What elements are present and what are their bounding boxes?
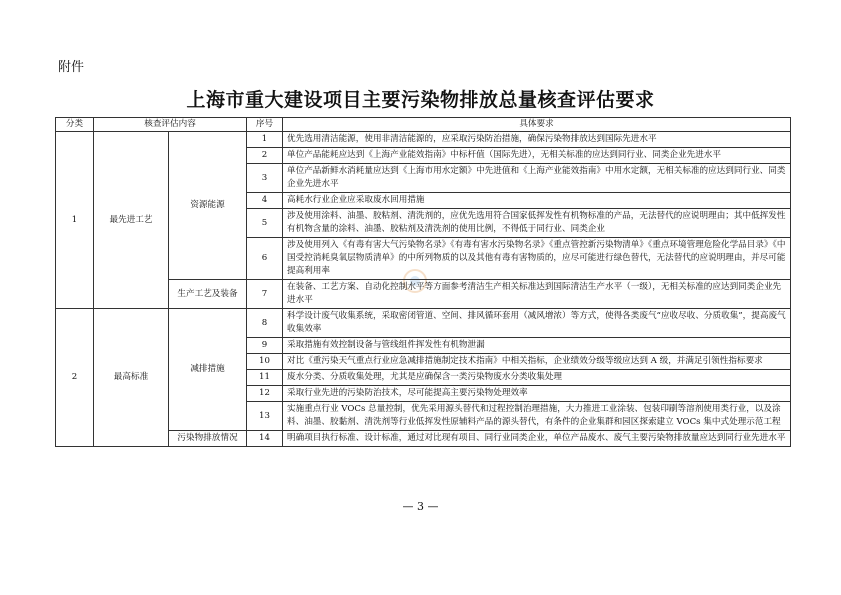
row-number: 9 [247, 338, 283, 354]
row-number: 6 [247, 238, 283, 280]
table-row [56, 132, 791, 148]
row-requirement: 涉及使用列入《有毒有害大气污染物名录》《有毒有害水污染物名录》《重点管控新污染物清单》《重点环境管理危险化学品目录》《中国受控消耗臭氧层物质清单》的中所列物质的以及其他有毒有害物质的，应尽可能进行绿色替代，无法替代的应说明理由，并尽可能提高利用率 [283, 238, 791, 280]
row-requirement: 高耗水行业企业应采取废水回用措施 [283, 193, 791, 209]
table-row [56, 309, 791, 338]
row-requirement: 采取措施有效控制设备与管线组件挥发性有机物泄漏 [283, 338, 791, 354]
table-header-row [56, 118, 791, 132]
row-number: 2 [247, 148, 283, 164]
subgroup-name: 资源能源 [169, 132, 247, 280]
row-requirement: 废水分类、分质收集处理，尤其是应确保含一类污染物废水分类收集处理 [283, 370, 791, 386]
document-title: 上海市重大建设项目主要污染物排放总量核查评估要求 [186, 89, 655, 111]
row-requirement: 实施重点行业 VOCs 总量控制，优先采用源头替代和过程控制治理措施，大力推进工业涂装、包装印刷等溶剂使用类行业，以及涂料、油墨、胶黏剂、清洗剂等行业低挥发性原辅料产品的源头替代，有条件的企业集群和园区探索建立 VOCs 集中式处理示范工程 [283, 402, 791, 431]
evaluation-requirements-table [55, 117, 791, 447]
group-index: 1 [56, 132, 94, 309]
row-number: 8 [247, 309, 283, 338]
row-number: 10 [247, 354, 283, 370]
header-category: 分类 [56, 118, 94, 132]
group-category: 最高标准 [94, 309, 169, 447]
row-requirement: 在装备、工艺方案、自动化控制水平等方面参考清洁生产相关标准达到国际清洁生产水平（一级），无相关标准的应达到同类企业先进水平 [283, 280, 791, 309]
subgroup-name: 减排措施 [169, 309, 247, 431]
row-requirement: 单位产品新鲜水消耗量应达到《上海市用水定额》中先进值和《上海产业能效指南》中用水定额，无相关标准的应达到同行业、同类企业先进水平 [283, 164, 791, 193]
header-content: 核查评估内容 [94, 118, 247, 132]
row-requirement: 明确项目执行标准、设计标准，通过对比现有项目、同行业同类企业，单位产品废水、废气主要污染物排放量应达到同行业先进水平 [283, 431, 791, 447]
page-number: — 3 — [402, 500, 439, 513]
row-requirement: 科学设计废气收集系统，采取密闭管道、空间、排风循环套用（减风增浓）等方式，使得各类废气“应收尽收、分质收集”，提高废气收集效率 [283, 309, 791, 338]
row-requirement: 优先选用清洁能源，使用非清洁能源的，应采取污染防治措施，确保污染物排放达到国际先进水平 [283, 132, 791, 148]
row-number: 14 [247, 431, 283, 447]
group-index: 2 [56, 309, 94, 447]
row-number: 4 [247, 193, 283, 209]
group-category: 最先进工艺 [94, 132, 169, 309]
row-number: 7 [247, 280, 283, 309]
row-number: 5 [247, 209, 283, 238]
subgroup-name: 污染物排放情况 [169, 431, 247, 447]
row-number: 3 [247, 164, 283, 193]
row-requirement: 采取行业先进的污染防治技术，尽可能提高主要污染物处理效率 [283, 386, 791, 402]
header-number: 序号 [247, 118, 283, 132]
row-requirement: 涉及使用涂料、油墨、胶粘剂、清洗剂的，应优先选用符合国家低挥发性有机物标准的产品，无法替代的应说明理由；其中低挥发性有机物含量的涂料、油墨、胶粘剂及清洗剂的使用比例，不得低于同行业、同类企业 [283, 209, 791, 238]
attachment-label: 附件 [58, 60, 85, 75]
row-number: 12 [247, 386, 283, 402]
row-number: 11 [247, 370, 283, 386]
row-requirement: 单位产品能耗应达到《上海产业能效指南》中标杆值（国际先进），无相关标准的应达到同行业、同类企业先进水平 [283, 148, 791, 164]
subgroup-name: 生产工艺及装备 [169, 280, 247, 309]
row-requirement: 对比《重污染天气重点行业应急减排措施制定技术指南》中相关指标，企业绩效分级等级应达到 A 级，并满足引领性指标要求 [283, 354, 791, 370]
row-number: 13 [247, 402, 283, 431]
row-number: 1 [247, 132, 283, 148]
header-requirement: 具体要求 [283, 118, 791, 132]
